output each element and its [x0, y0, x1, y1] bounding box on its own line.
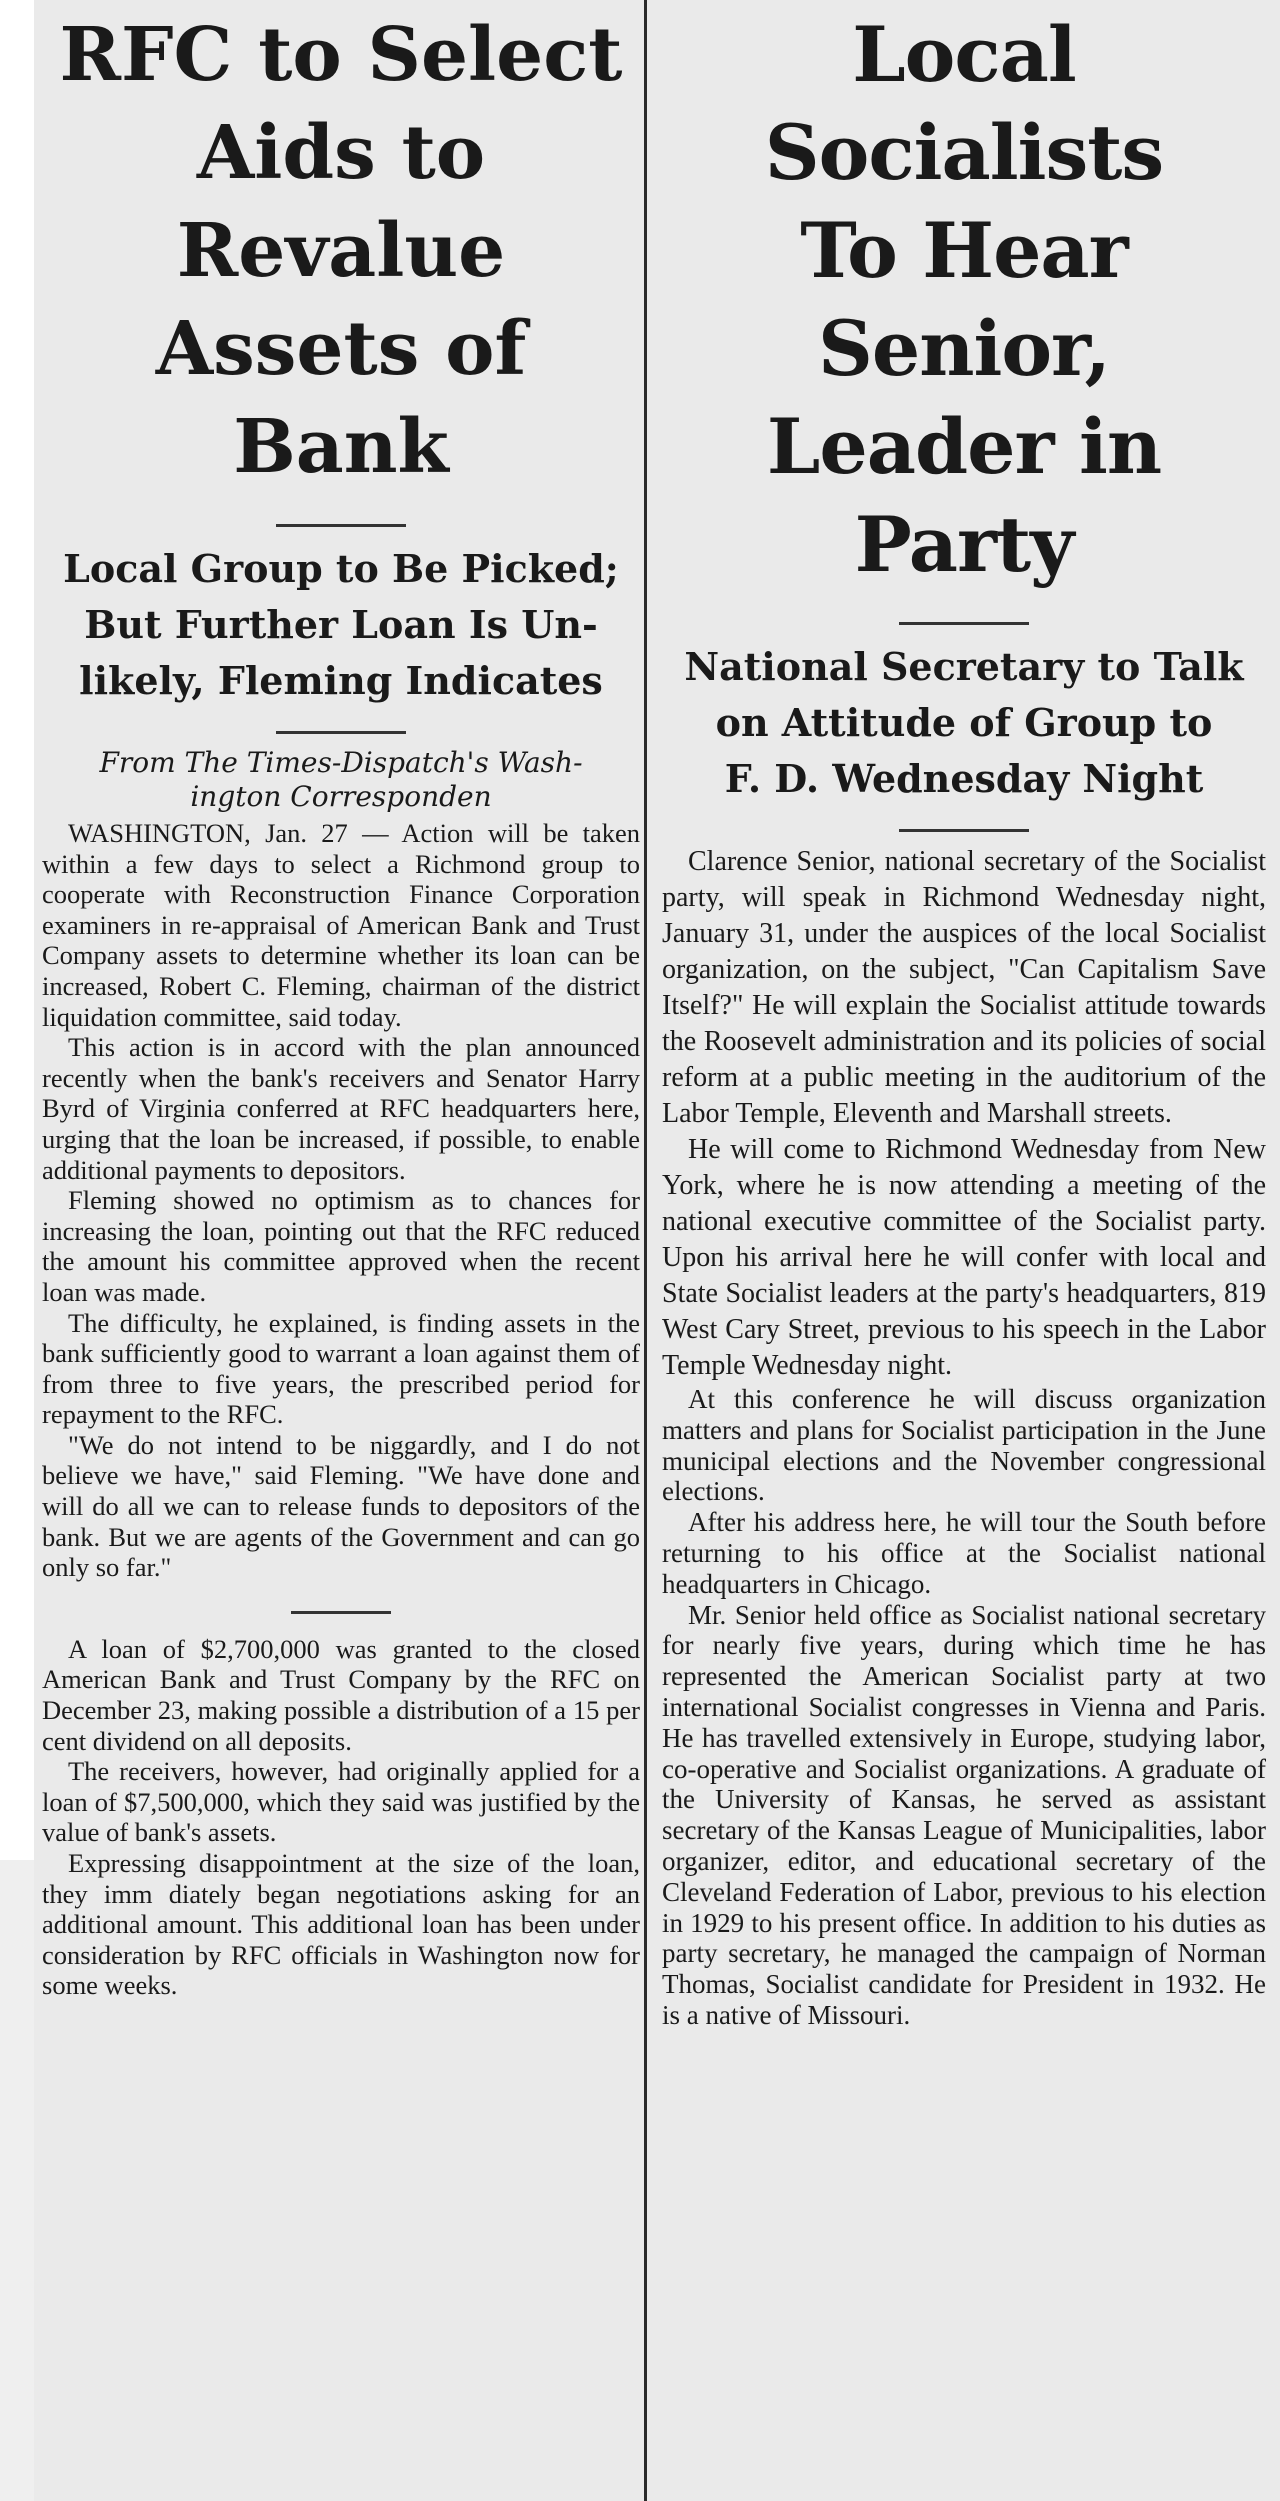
- left-paragraph: This action is in accord with the plan announced recently when the bank's receivers and Senator Harry Byrd of Virginia conferred at RFC headquarters here, urging that the loan be increased, if possible, to enable additional payments to depositors.: [42, 1032, 640, 1185]
- right-article: [652, 0, 1280, 2031]
- right-headline: Local Socialists To Hear Senior, Leader in Party: [764, 10, 1164, 589]
- left-paragraph: "We do not intend to be niggardly, and I do not believe we have," said Fleming. "We have done and will do all we can to release funds to depositors of the bank. But we are agents of the Government and can go only so far.": [42, 1429, 640, 1583]
- right-body-part1: [662, 844, 1266, 1384]
- subhead-rule: [276, 731, 406, 734]
- left-paragraph: The difficulty, he explained, is finding assets in the bank sufficiently good to warrant a loan against them of from three to five years, the prescribed period for repayment to the RFC.: [42, 1307, 640, 1430]
- left-body-part2: [42, 1634, 640, 2001]
- column-divider: [644, 0, 647, 2501]
- right-paragraph: After his address here, he will tour the South before returning to his office at the Socialist national headquarters in Chicago.: [662, 1507, 1266, 1599]
- left-paragraph: Fleming showed no optimism as to chances for increasing the loan, pointing out that the RFC reduced the amount his committee approved when the recent loan was made.: [42, 1185, 640, 1307]
- left-article: [34, 0, 644, 2001]
- page-margin-lower: [0, 1860, 34, 2501]
- left-paragraph: A loan of $2,700,000 was granted to the closed American Bank and Trust Company by the RFC on December 23, making possible a distribution of a 15 per cent dividend on all deposits.: [42, 1633, 640, 1756]
- left-paragraph: Expressing disappointment at the size of the loan, they imm diately began negotiations asking for an additional amount. This additional loan has been under consideration by RFC officials in Washington now for some weeks.: [42, 1848, 640, 2001]
- headline-rule: [276, 524, 406, 527]
- right-paragraph: He will come to Richmond Wednesday from New York, where he is now attending a meeting of the national executive committee of the Socialist party. Upon his arrival here he will confer with local and State Socialist leaders at the party's headquarters, 819 West Cary Street, previous to his speech in the Labor Temple Wednesday night.: [662, 1134, 1266, 1381]
- left-paragraph: WASHINGTON, Jan. 27 — Action will be taken within a few days to select a Richmond group to cooperate with Reconstruction Finance Corporation examiners in re-appraisal of American Bank and Trust Company assets to determine whether its loan can be increased, Robert C. Fleming, chairman of the district liquidation committee, said today.: [42, 818, 640, 1032]
- right-paragraph: Mr. Senior held office as Socialist national secretary for nearly five years, during which time he has represented the American Socialist party at two international Socialist congresses in Vienna and Paris. He has travelled extensively in Europe, studying labor, co-operative and Socialist organizations. A graduate of the University of Kansas, he served as assistant secretary of the Kansas League of Municipalities, labor organizer, editor, and educational secretary of the Cleveland Federation of Labor, previous to his election in 1929 to his present office. In addition to his duties as party secretary, he managed the campaign of Norman Thomas, Socialist candidate for President in 1932. He is a native of Missouri.: [662, 1599, 1266, 2030]
- left-body-part1: [42, 818, 640, 1583]
- left-subhead: Local Group to Be Picked; But Further Loan Is Un- likely, Fleming Indicates: [63, 546, 619, 703]
- left-headline: RFC to Select Aids to Revalue Assets of Bank: [59, 12, 623, 490]
- page-margin: [0, 0, 34, 1860]
- right-body-part2: [662, 1384, 1266, 2031]
- left-paragraph: The receivers, however, had originally applied for a loan of $7,500,000, which they said was justified by the value of bank's assets.: [42, 1756, 640, 1848]
- right-subhead: National Secretary to Talk on Attitude of Group to F. D. Wednesday Night: [684, 644, 1244, 801]
- subhead-rule: [899, 829, 1029, 832]
- left-credit: From The Times-Dispatch's Wash- ington Corresponden: [99, 746, 583, 813]
- right-paragraph: Clarence Senior, national secretary of the Socialist party, will speak in Richmond Wednesday night, January 31, under the auspices of the local Socialist organization, on the subject, "Can Capitalism Save Itself?" He will explain the Socialist attitude towards the Roosevelt administration and its policies of social reform at a public meeting in the auditorium of the Labor Temple, Eleventh and Marshall streets.: [662, 846, 1266, 1129]
- headline-rule: [899, 622, 1029, 625]
- right-paragraph: At this conference he will discuss organization matters and plans for Socialist participation in the June municipal elections and the November congressional elections.: [662, 1384, 1266, 1507]
- section-separator: [291, 1611, 391, 1614]
